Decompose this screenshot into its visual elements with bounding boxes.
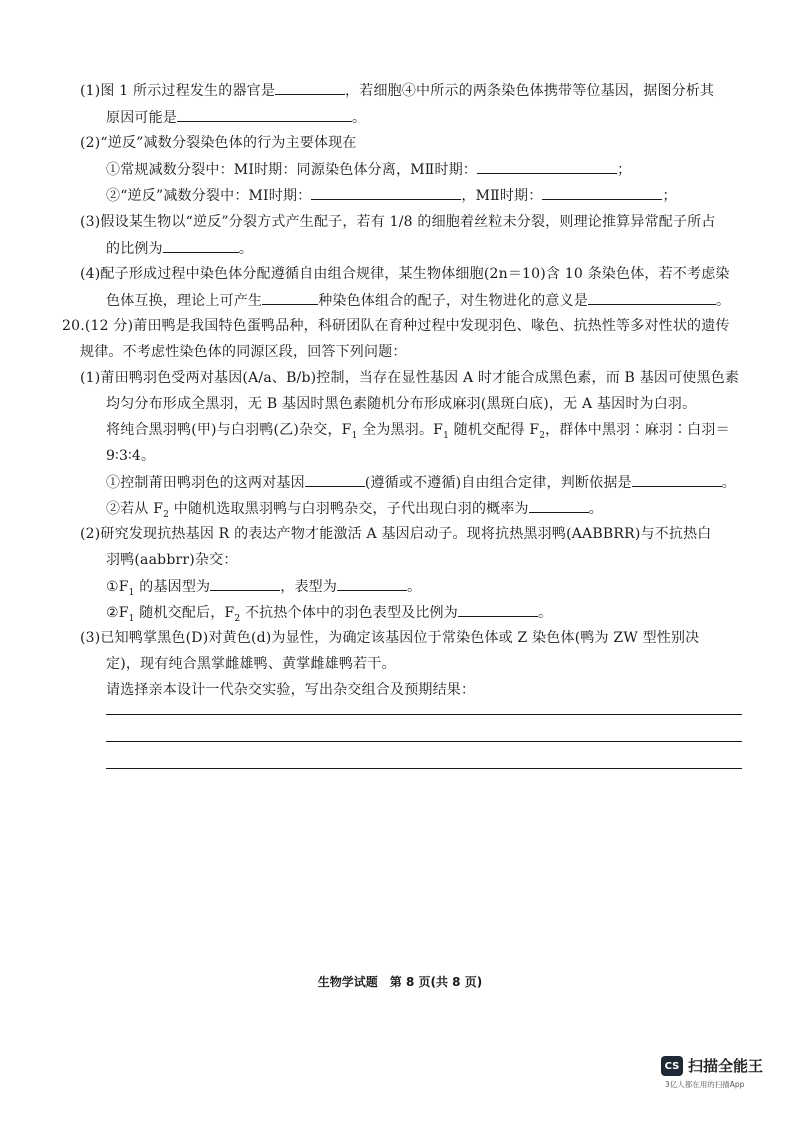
- q20-p1-line3: [106, 420, 730, 446]
- answer-writing-line[interactable]: [106, 714, 742, 715]
- subscript: 2: [539, 430, 546, 441]
- text: ，若细胞④中所示的两条染色体携带等位基因，据图分析其: [345, 83, 715, 99]
- q20-p2-line3: [106, 576, 421, 603]
- text: (2)“逆反”减数分裂染色体的行为主要体现在: [80, 135, 357, 151]
- text: ①F: [106, 579, 129, 595]
- answer-blank[interactable]: [529, 498, 589, 513]
- page-footer: 生物学试题 第 8 页(共 8 页): [317, 975, 483, 989]
- text: (3)已知鸭掌黑色(D)对黄色(d)为显性，为确定该基因位于常染色体或 Z 染色体(鸭为 ZW 型性别决: [80, 630, 700, 646]
- text: 不抗热个体中的羽色表型及比例为: [240, 605, 458, 621]
- subscript: 2: [234, 613, 241, 624]
- text: 。: [721, 475, 736, 491]
- text: 中随机选取黑羽鸭与白羽鸭杂交，子代出现白羽的概率为: [169, 501, 529, 517]
- text: (遵循或不遵循)自由组合定律，判断依据是: [364, 475, 632, 491]
- text: 。: [588, 501, 603, 517]
- text: (1)莆田鸭羽色受两对基因(A/a、B/b)控制，当存在显性基因 A 时才能合成黑色素，而 B 基因可使黑色素: [80, 370, 740, 386]
- answer-blank[interactable]: [262, 290, 318, 305]
- text: 。: [352, 110, 367, 126]
- text: (4)配子形成过程中染色体分配遵循自由组合规律，某生物体细胞(2n＝10)含 10 条染色体，若不考虑染: [80, 266, 730, 282]
- logo-name: 扫描全能王: [688, 1057, 764, 1075]
- q20-p1-line4: [106, 446, 155, 466]
- q20-p2-line4: [106, 602, 552, 629]
- text: 的基因型为: [134, 579, 211, 595]
- text: 均匀分布形成全黑羽，无 B 基因时黑色素随机分布形成麻羽(黑斑白底)，无 A 基因时为白羽。: [106, 396, 697, 412]
- scanner-logo: [661, 1056, 781, 1106]
- answer-blank[interactable]: [477, 159, 617, 174]
- text: 定)，现有纯合黑掌雌雄鸭、黄掌雌雄鸭若干。: [106, 656, 396, 672]
- text: ②若从 F: [106, 501, 164, 517]
- q19-p2-line1: [80, 133, 357, 153]
- answer-blank[interactable]: [177, 107, 352, 122]
- text: (1)图 1 所示过程发生的器官是: [80, 83, 276, 99]
- text: 原因可能是: [106, 110, 177, 126]
- answer-writing-line[interactable]: [106, 768, 742, 769]
- subscript: 1: [443, 430, 450, 441]
- q20-p1-line1: [80, 368, 739, 388]
- answer-blank[interactable]: [588, 290, 716, 305]
- q20-intro-line1: [62, 316, 730, 336]
- q20-p1-line5: [106, 472, 736, 493]
- q20-p3-line2: [106, 654, 396, 674]
- text: 种染色体组合的配子，对生物进化的意义是: [318, 293, 589, 309]
- text: 9∶3∶4。: [106, 448, 156, 464]
- text: ②F: [106, 605, 129, 621]
- text: ，群体中黑羽∶麻羽∶白羽＝: [545, 422, 730, 438]
- q19-p2-line2: [106, 159, 631, 180]
- q20-p2-line1: [80, 524, 711, 544]
- answer-blank[interactable]: [163, 238, 239, 253]
- text: 随机交配后，F: [134, 605, 235, 621]
- text: 羽鸭(aabbrr)杂交：: [106, 552, 238, 568]
- text: 20.(12 分)莆田鸭是我国特色蛋鸭品种，科研团队在育种过程中发现羽色、喙色、抗热性等多对性状的遗传: [62, 318, 730, 334]
- answer-blank[interactable]: [542, 185, 662, 200]
- text: ；: [617, 162, 632, 178]
- text: 。: [716, 293, 731, 309]
- text: (3)假设某生物以“逆反”分裂方式产生配子，若有 1/8 的细胞着丝粒未分裂，则理论推算异常配子所占: [80, 214, 716, 230]
- subscript: 1: [351, 430, 358, 441]
- q19-p1-line1: [80, 80, 714, 101]
- answer-blank[interactable]: [305, 472, 365, 487]
- answer-blank[interactable]: [311, 185, 461, 200]
- text: ；: [662, 188, 677, 204]
- text: 。: [238, 241, 254, 257]
- answer-blank[interactable]: [275, 80, 345, 95]
- text: 。: [407, 579, 422, 595]
- q20-p1-line6: [106, 498, 603, 525]
- text: 随机交配得 F: [449, 422, 540, 438]
- q20-p1-line2: [106, 394, 696, 414]
- q19-p3-line2: [106, 238, 253, 259]
- text: 将纯合黑羽鸭(甲)与白羽鸭(乙)杂交，F: [106, 422, 352, 438]
- text: ，MⅡ时期：: [461, 188, 543, 204]
- q20-intro-line2: [80, 342, 407, 362]
- subscript: 2: [163, 509, 170, 520]
- answer-writing-line[interactable]: [106, 741, 742, 742]
- logo-tagline: 3亿人都在用的扫描App: [665, 1080, 745, 1089]
- q19-p1-line2: [106, 107, 366, 128]
- cs-badge-icon: CS: [661, 1056, 683, 1076]
- answer-blank[interactable]: [632, 472, 722, 487]
- text: 色体互换，理论上可产生: [106, 293, 263, 309]
- text: ②“逆反”减数分裂中：MⅠ时期：: [106, 188, 312, 204]
- text: 请选择亲本设计一代杂交实验，写出杂交组合及预期结果：: [106, 682, 476, 698]
- subscript: 1: [128, 587, 135, 598]
- text: 的比例为: [106, 241, 163, 257]
- text: 规律。不考虑性染色体的同源区段，回答下列问题：: [80, 344, 407, 360]
- q19-p4-line1: [80, 264, 730, 284]
- q19-p4-line2: [106, 290, 730, 311]
- text: ，表型为: [280, 579, 338, 595]
- text: (2)研究发现抗热基因 R 的表达产物才能激活 A 基因启动子。现将抗热黑羽鸭(AABBRR)与不抗热白: [80, 526, 712, 542]
- q20-p2-line2: [106, 550, 238, 570]
- answer-blank[interactable]: [458, 602, 538, 617]
- q20-p3-line3: [106, 680, 475, 700]
- answer-blank[interactable]: [210, 576, 280, 591]
- text: 。: [537, 605, 553, 621]
- text: ①常规减数分裂中：MⅠ时期：同源染色体分离，MⅡ时期：: [106, 162, 478, 178]
- text: ①控制莆田鸭羽色的这两对基因: [106, 475, 305, 491]
- q19-p3-line1: [80, 212, 716, 232]
- q19-p2-line3: [106, 185, 677, 206]
- subscript: 1: [128, 613, 135, 624]
- answer-blank[interactable]: [337, 576, 407, 591]
- text: 全为黑羽。F: [357, 422, 444, 438]
- q20-p3-line1: [80, 628, 699, 648]
